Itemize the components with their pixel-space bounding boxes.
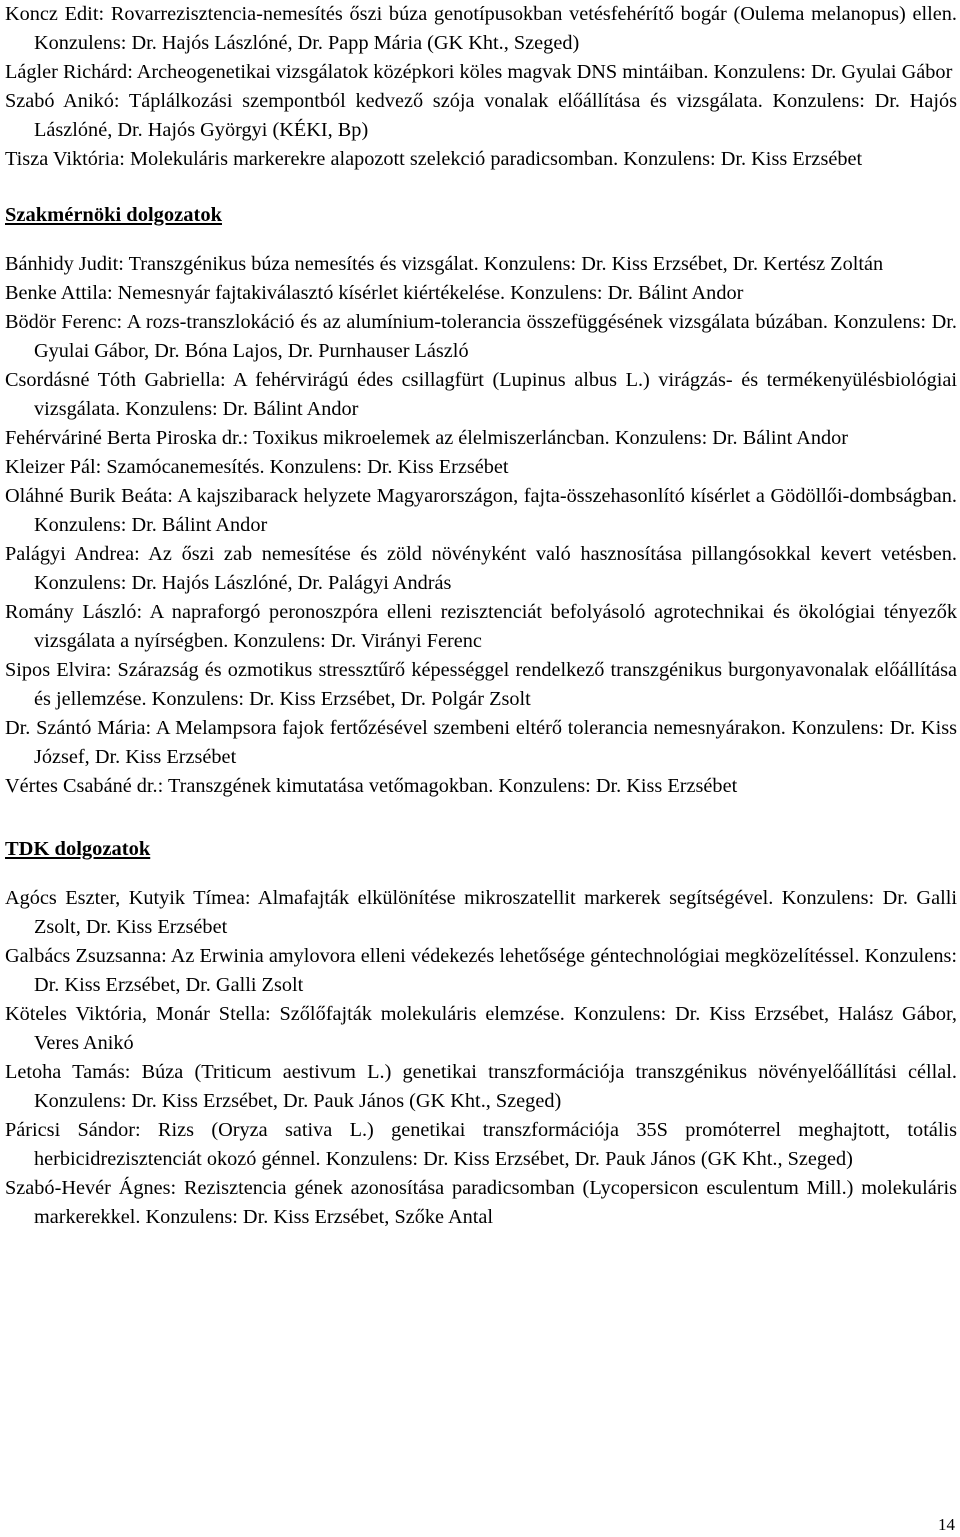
engineer-entry-list (5, 250, 957, 801)
thesis-entry: Szabó-Hevér Ágnes: Rezisztencia gének azonosítása paradicsomban (Lycopersicon esculentum Mill.) molekuláris markerekkel. Konzulens: Dr. Kiss Erzsébet, Szőke Antal (5, 1177, 957, 1228)
thesis-entry: Bánhidy Judit: Transzgénikus búza nemesítés és vizsgálat. Konzulens: Dr. Kiss Erzsébet, Dr. Kertész Zoltán (5, 253, 884, 275)
thesis-entry: Letoha Tamás: Búza (Triticum aestivum L.) genetikai transzformációja transzgénikus növényelőállítási céllal. Konzulens: Dr. Kiss Erzsébet, Dr. Pauk János (GK Kht., Szeged) (5, 1061, 957, 1112)
tdk-entry-list (5, 884, 957, 1232)
thesis-entry: Sipos Elvira: Szárazság és ozmotikus stressztűrő képességgel rendelkező transzgénikus burgonyavonalak előállítása és jellemzése. Konzulens: Dr. Kiss Erzsébet, Dr. Polgár Zsolt (5, 659, 957, 710)
page-number: 14 (938, 1515, 955, 1534)
thesis-entry: Páricsi Sándor: Rizs (Oryza sativa L.) genetikai transzformációja 35S promóterrel meghajtott, totális herbicidrezisztenciát okozó génnel. Konzulens: Dr. Kiss Erzsébet, Dr. Pauk János (GK Kht., Szeged) (5, 1119, 957, 1170)
thesis-entry: Szabó Anikó: Táplálkozási szempontból kedvező szója vonalak előállítása és vizsgálata. Konzulens: Dr. Hajós Lászlóné, Dr. Hajós Györgyi (KÉKI, Bp) (5, 90, 957, 141)
thesis-entry: Dr. Szántó Mária: A Melampsora fajok fertőzésével szembeni eltérő tolerancia nemesnyárakon. Konzulens: Dr. Kiss József, Dr. Kiss Erzsébet (5, 717, 957, 768)
thesis-entry: Palágyi Andrea: Az őszi zab nemesítése és zöld növényként való hasznosítása pillangósokkal kevert vetésben. Konzulens: Dr. Hajós Lászlóné, Dr. Palágyi András (5, 543, 957, 594)
document-page (5, 0, 957, 1232)
thesis-entry: Agócs Eszter, Kutyik Tímea: Almafajták elkülönítése mikroszatellit markerek segítségével. Konzulens: Dr. Galli Zsolt, Dr. Kiss Erzsébet (5, 887, 957, 938)
thesis-entry: Csordásné Tóth Gabriella: A fehérvirágú édes csillagfürt (Lupinus albus L.) virágzás- és termékenyülésbiológiai vizsgálata. Konzulens: Dr. Bálint Andor (5, 369, 957, 420)
thesis-entry: Tisza Viktória: Molekuláris markerekre alapozott szelekció paradicsomban. Konzulens: Dr. Kiss Erzsébet (5, 148, 863, 170)
thesis-entry: Kleizer Pál: Szamócanemesítés. Konzulens: Dr. Kiss Erzsébet (5, 456, 509, 478)
thesis-entry: Benke Attila: Nemesnyár fajtakiválasztó kísérlet kiértékelése. Konzulens: Dr. Bálint Andor (5, 282, 744, 304)
thesis-entry: Köteles Viktória, Monár Stella: Szőlőfajták molekuláris elemzése. Konzulens: Dr. Kiss Erzsébet, Halász Gábor, Veres Anikó (5, 1003, 957, 1054)
thesis-entry: Vértes Csabáné dr.: Transzgének kimutatása vetőmagokban. Konzulens: Dr. Kiss Erzsébet (5, 775, 738, 797)
thesis-entry: Bödör Ferenc: A rozs-transzlokáció és az alumínium-tolerancia összefüggésének vizsgálata búzában. Konzulens: Dr. Gyulai Gábor, Dr. Bóna Lajos, Dr. Purnhauser László (5, 311, 957, 362)
section-heading-engineer: Szakmérnöki dolgozatok (5, 204, 222, 226)
thesis-entry: Fehérváriné Berta Piroska dr.: Toxikus mikroelemek az élelmiszerláncban. Konzulens: Dr. Bálint Andor (5, 427, 849, 449)
thesis-entry: Koncz Edit: Rovarrezisztencia-nemesítés őszi búza genotípusokban vetésfehérítő bogár (Oulema melanopus) ellen. Konzulens: Dr. Hajós Lászlóné, Dr. Papp Mária (GK Kht., Szeged) (5, 3, 957, 54)
thesis-entry: Oláhné Burik Beáta: A kajszibarack helyzete Magyarországon, fajta-összehasonlító kísérlet a Gödöllői-dombságban. Konzulens: Dr. Bálint Andor (5, 485, 957, 536)
thesis-entry: Romány László: A napraforgó peronoszpóra elleni rezisztenciát befolyásoló agrotechnikai és ökológiai tényezők vizsgálata a nyírségben. Konzulens: Dr. Virányi Ferenc (5, 601, 957, 652)
section-heading-tdk: TDK dolgozatok (5, 838, 151, 860)
intro-entry-list (5, 0, 957, 174)
thesis-entry: Lágler Richárd: Archeogenetikai vizsgálatok középkori köles magvak DNS mintáiban. Konzulens: Dr. Gyulai Gábor (5, 61, 953, 83)
thesis-entry: Galbács Zsuzsanna: Az Erwinia amylovora elleni védekezés lehetősége géntechnológiai megközelítéssel. Konzulens: Dr. Kiss Erzsébet, Dr. Galli Zsolt (5, 945, 957, 996)
